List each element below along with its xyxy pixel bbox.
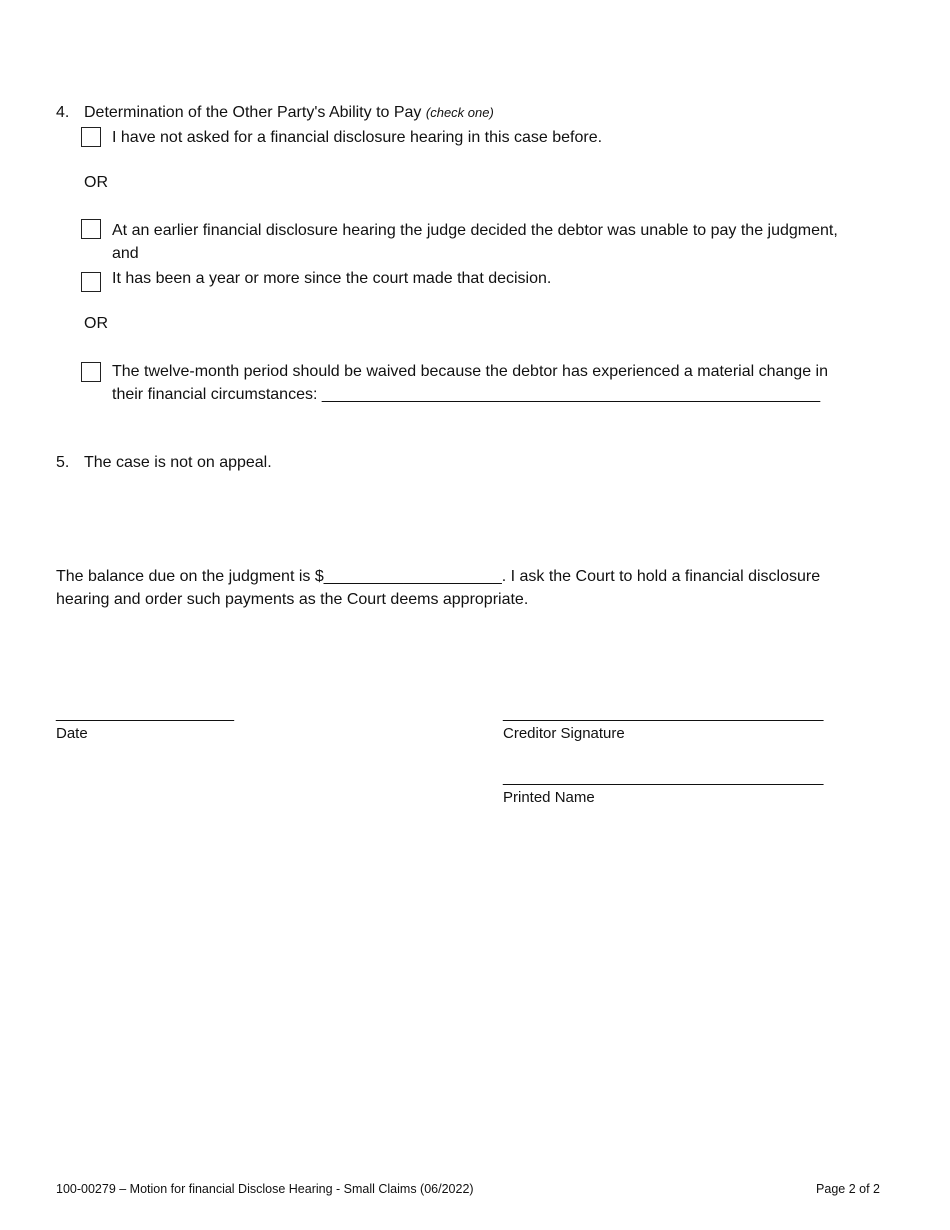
option-1-text: I have not asked for a financial disclosure hearing in this case before. [112,129,603,146]
section-4-heading-row [84,104,494,122]
option-3-text-line2[interactable]: their financial circumstances: ________________________________________________________ [112,386,821,403]
footer-form-id: 100-00279 – Motion for financial Disclose Hearing - Small Claims (06/2022) [56,1182,474,1196]
section-5-text: The case is not on appeal. [84,454,272,471]
section-5-number: 5. [56,454,70,471]
footer-page-number: Page 2 of 2 [816,1182,880,1196]
section-4-number: 4. [56,104,70,121]
balance-text-line2: hearing and order such payments as the Court deems appropriate. [56,591,529,608]
option-2a-text-line2: and [112,245,139,262]
printed-name-line[interactable]: ____________________________________ [503,769,824,786]
option-3-checkbox[interactable] [81,362,101,382]
or-divider-2: OR [84,315,108,332]
date-label: Date [56,725,88,742]
option-2b-checkbox[interactable] [81,272,101,292]
section-4-heading: Determination of the Other Party's Ability to Pay [84,104,422,121]
option-2b-text: It has been a year or more since the court made that decision. [112,270,552,287]
option-2a-checkbox[interactable] [81,219,101,239]
option-2a-text-line1: At an earlier financial disclosure hearing the judge decided the debtor was unable to pay the judgment, [112,222,838,239]
creditor-signature-label: Creditor Signature [503,725,625,742]
creditor-signature-line[interactable]: ____________________________________ [503,705,824,722]
or-divider-1: OR [84,174,108,191]
option-1-checkbox[interactable] [81,127,101,147]
date-line[interactable]: ____________________ [56,705,234,722]
option-3-text-line1: The twelve-month period should be waived because the debtor has experienced a material change in [112,363,828,380]
printed-name-label: Printed Name [503,789,595,806]
section-4-heading-note: (check one) [425,105,494,120]
balance-text-line1[interactable]: The balance due on the judgment is $____________________. I ask the Court to hold a financial disclosure [56,568,821,585]
